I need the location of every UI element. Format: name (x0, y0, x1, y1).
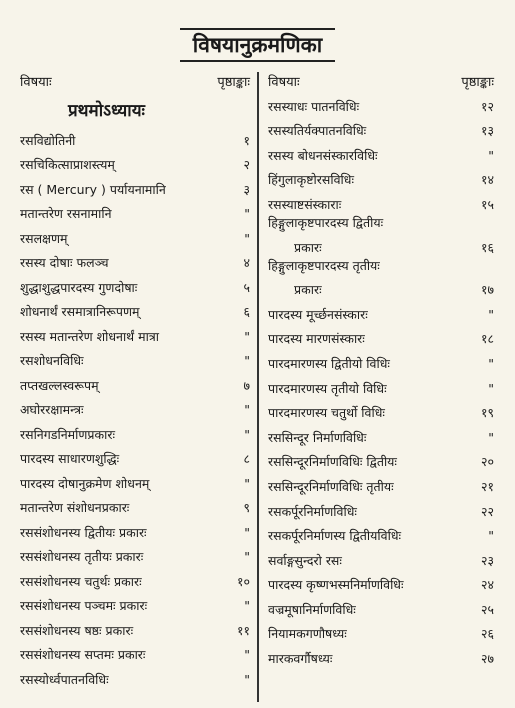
entry-title: नियामकगणौषध्यः (268, 626, 347, 642)
entry-page-number: १३ (480, 123, 494, 139)
index-entry (268, 327, 494, 352)
index-entry (20, 496, 250, 521)
entry-page-number: " (244, 524, 250, 540)
index-entry-continuation (268, 278, 494, 303)
page-title: विषयानुक्रमणिका (180, 28, 335, 62)
entry-page-number: २० (480, 454, 494, 470)
entry-page-number: " (244, 206, 250, 221)
index-entry (20, 300, 250, 325)
entry-title: रससंशोधनस्य तृतीयः प्रकारः (20, 549, 144, 564)
entry-page-number: " (244, 549, 250, 564)
entry-title: रसस्याधः पातनविधिः (268, 98, 360, 114)
index-entry (20, 177, 250, 202)
entry-title: रसस्योर्ध्वपातनविधिः (20, 671, 109, 687)
entry-title: रससिन्दूरनिर्माणविधिः तृतीयः (268, 478, 394, 494)
entry-page-number: १० (236, 573, 250, 589)
entry-page-number: " (244, 598, 250, 613)
entry-page-number: " (244, 353, 250, 368)
entry-page-number: " (488, 380, 494, 396)
index-entry (20, 398, 250, 423)
entry-title: रसस्य दोषाः फलञ्च (20, 255, 109, 270)
index-entry (268, 450, 494, 475)
entry-title: पारदमारणस्य तृतीयो विधिः (268, 380, 387, 396)
entry-page-number: १६ (480, 239, 494, 255)
entry-title: सर्वाङ्गसुन्दरो रसः (268, 552, 342, 568)
entry-page-number: ३ (243, 181, 250, 197)
index-entry (20, 643, 250, 668)
entry-page-number: " (244, 426, 250, 442)
entry-page-number: " (244, 230, 250, 246)
index-entry (20, 128, 250, 153)
entry-title: पारदस्य मारणसंस्कारः (268, 331, 365, 347)
index-entry (268, 622, 494, 647)
right-header (268, 72, 494, 94)
entry-title: रससंशोधनस्य चतुर्थः प्रकारः (20, 573, 142, 589)
entry-title: पारदस्य दोषानुक्रमेण शोधनम् (20, 475, 150, 491)
entry-page-number: २ (243, 157, 250, 172)
entry-page-number: " (244, 647, 250, 662)
entry-title: रसकर्पूरनिर्माणस्य द्वितीयविधिः (268, 528, 402, 544)
entry-title-line2: प्रकारः (294, 239, 322, 255)
right-column (268, 72, 494, 671)
index-entry (268, 376, 494, 401)
entry-page-number: " (244, 475, 250, 491)
entry-title: रससंशोधनस्य षष्ठः प्रकारः (20, 622, 134, 638)
index-entry (20, 422, 250, 447)
entry-page-number: ९ (243, 500, 250, 515)
index-entry (20, 275, 250, 300)
entry-page-number: १९ (480, 405, 494, 421)
entry-page-number: १ (243, 132, 250, 148)
entry-title-line2: प्रकारः (294, 282, 322, 298)
index-entry (20, 324, 250, 349)
entry-title: रसस्याष्टसंस्काराः (268, 196, 342, 212)
entry-title: रसविद्योतिनी (20, 132, 76, 148)
index-entry (20, 251, 250, 276)
index-entry (268, 499, 494, 524)
index-entry (268, 94, 494, 119)
entry-page-number: " (488, 528, 494, 544)
entry-title: रसशोधनविधिः (20, 353, 84, 368)
index-entry (268, 646, 494, 671)
entry-title: हिङ्गुलाकृष्टपारदस्य द्वितीयः (268, 214, 384, 230)
entry-title: पारदमारणस्य चतुर्थो विधिः (268, 405, 385, 421)
right-entry-list (268, 94, 494, 671)
entry-title: पारदस्य कृष्णभस्मनिर्माणविधिः (268, 577, 404, 593)
entry-page-number: ६ (243, 304, 250, 319)
column-divider (257, 72, 259, 702)
index-entry (268, 425, 494, 450)
entry-page-number: २४ (480, 577, 494, 593)
entry-title: हिङ्गुलाकृष्टपारदस्य तृतीयः (268, 257, 380, 273)
entry-title: तप्तखल्लस्वरूपम् (20, 377, 99, 393)
entry-title: शोधनार्थं रसमात्रानिरूपणम् (20, 304, 140, 319)
entry-title: रसस्य बोधनसंस्कारविधिः (268, 147, 378, 163)
entry-title: अघोररक्षामन्त्रः (20, 402, 84, 417)
entry-page-number: ५ (243, 279, 250, 295)
entry-page-number: २३ (480, 552, 494, 568)
left-entry-list (20, 128, 250, 692)
index-entry (20, 545, 250, 570)
index-entry (20, 373, 250, 398)
entry-page-number: १२ (480, 98, 494, 114)
entry-page-number: १५ (480, 196, 494, 212)
left-column (20, 72, 250, 692)
entry-title: रससंशोधनस्य पञ्चमः प्रकारः (20, 598, 148, 613)
index-entry (268, 524, 494, 549)
entry-title: पारदस्य साधारणशुद्धिः (20, 451, 120, 466)
entry-page-number: " (244, 671, 250, 687)
index-entry (268, 351, 494, 376)
entry-page-number: " (488, 429, 494, 445)
index-entry (268, 401, 494, 426)
entry-page-number: " (488, 355, 494, 371)
subject-heading: विषयाः (20, 75, 52, 90)
entry-page-number: " (488, 306, 494, 322)
entry-title: मतान्तरेण रसनामानि (20, 206, 112, 221)
chapter-heading: प्रथमोऽध्यायः (68, 101, 145, 121)
index-entry (268, 168, 494, 193)
index-entry (20, 447, 250, 472)
entry-page-number: १४ (480, 172, 494, 188)
entry-page-number: २७ (480, 651, 494, 667)
index-entry (20, 618, 250, 643)
entry-page-number: १७ (480, 282, 494, 298)
page-heading: पृष्ठाङ्काः (217, 75, 250, 90)
entry-page-number: ८ (243, 451, 250, 466)
index-entry (268, 214, 494, 235)
index-entry (20, 202, 250, 227)
entry-title: रस ( Mercury ) पर्यायनामानि (20, 181, 166, 197)
entry-title: रससंशोधनस्य सप्तमः प्रकारः (20, 647, 146, 662)
entry-page-number: २२ (480, 503, 494, 519)
entry-title: रसस्यतिर्यक्पातनविधिः (268, 123, 367, 139)
entry-title: पारदमारणस्य द्वितीयो विधिः (268, 355, 390, 371)
entry-title: रससिन्दूर निर्माणविधिः (268, 429, 367, 445)
index-entry (268, 257, 494, 278)
index-entry (268, 474, 494, 499)
entry-title: रसचिकित्साप्राशस्त्यम् (20, 157, 115, 172)
entry-page-number: २१ (480, 478, 494, 494)
entry-title: रससिन्दूरनिर्माणविधिः द्वितीयः (268, 454, 397, 470)
entry-title: रससंशोधनस्य द्वितीयः प्रकारः (20, 524, 147, 540)
entry-page-number: २५ (480, 601, 494, 617)
index-entry (268, 143, 494, 168)
entry-page-number: २६ (480, 626, 494, 642)
index-entry (20, 569, 250, 594)
subject-heading: विषयाः (268, 75, 300, 90)
index-entry (20, 471, 250, 496)
entry-page-number: १८ (480, 331, 494, 347)
entry-title: हिंगुलाकृष्टोरसविधिः (268, 172, 354, 188)
index-entry (20, 153, 250, 178)
index-entry (268, 548, 494, 573)
entry-page-number: ४ (243, 255, 250, 270)
left-header (20, 72, 250, 94)
entry-page-number: " (244, 402, 250, 417)
index-entry (20, 594, 250, 619)
entry-title: रसकर्पूरनिर्माणविधिः (268, 503, 357, 519)
entry-title: रसलक्षणम् (20, 230, 68, 246)
entry-page-number: ११ (236, 622, 250, 638)
entry-page-number: " (244, 328, 250, 344)
index-entry (20, 349, 250, 374)
entry-page-number: " (488, 147, 494, 163)
page-heading: पृष्ठाङ्काः (461, 75, 494, 90)
entry-title: रसनिगडनिर्माणप्रकारः (20, 426, 115, 442)
entry-title: रसस्य मतान्तरेण शोधनार्थं मात्रा (20, 328, 159, 344)
index-entry (20, 667, 250, 692)
index-entry (268, 119, 494, 144)
entry-title: मारकवर्गौषध्यः (268, 651, 333, 667)
index-entry (268, 302, 494, 327)
entry-title: शुद्धाशुद्धपारदस्य गुणदोषाः (20, 279, 138, 295)
entry-page-number: ७ (243, 377, 250, 393)
index-entry (268, 573, 494, 598)
entry-title: मतान्तरेण संशोधनप्रकारः (20, 500, 130, 515)
index-entry (20, 520, 250, 545)
entry-title: वज्रमूषानिर्माणविधिः (268, 601, 356, 617)
entry-title: पारदस्य मूर्च्छनसंस्कारः (268, 306, 368, 322)
index-entry (20, 226, 250, 251)
index-entry (268, 597, 494, 622)
